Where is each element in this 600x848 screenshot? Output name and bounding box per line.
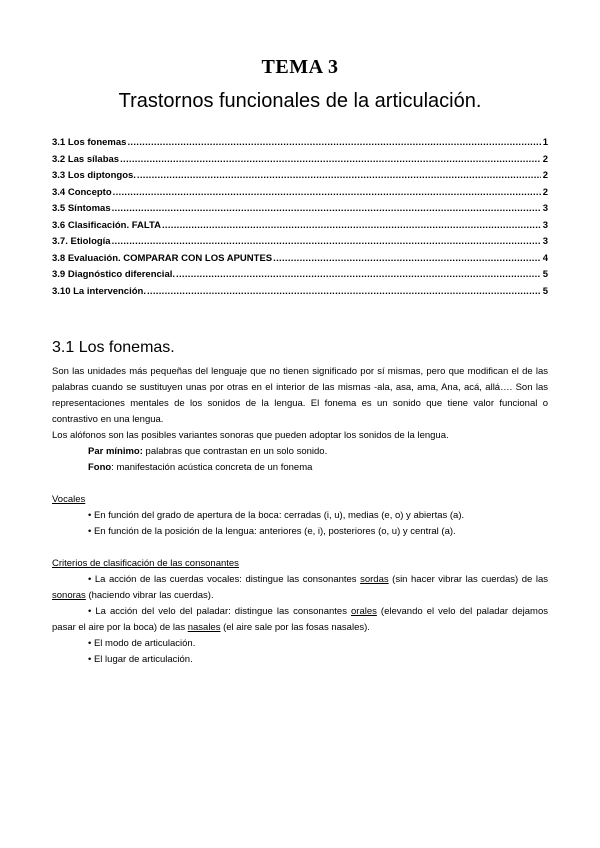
vocales-heading: Vocales	[52, 494, 86, 505]
vocales-item: • En función de la posición de la lengua: anteriores (e, i), posteriores (o, u) y central (a).	[88, 526, 456, 537]
par-minimo-text: palabras que contrastan en un solo sonido.	[142, 446, 328, 457]
toc-label: 3.4 Concepto	[52, 186, 112, 198]
toc-page: 5	[542, 269, 548, 280]
toc-page: 4	[542, 252, 548, 264]
toc-page: 1	[542, 137, 548, 148]
table-of-contents	[52, 137, 548, 302]
toc-label: 3.9 Diagnóstico diferencial.	[52, 269, 176, 280]
toc-page: 3	[542, 203, 548, 214]
fono-text: : manifestación acústica concreta de un fonema	[111, 462, 313, 473]
toc-leader	[162, 220, 541, 231]
toc-leader	[137, 170, 541, 181]
toc-entry[interactable]	[52, 187, 548, 204]
alofonos-paragraph: Los alófonos son las posibles variantes sonoras que pueden adoptar los sonidos de la lengua.	[52, 430, 449, 441]
toc-leader	[112, 236, 541, 247]
vocales-item: • En función del grado de apertura de la boca: cerradas (i, u), medias (e, o) y abiertas (a).	[88, 510, 465, 521]
toc-entry[interactable]	[52, 236, 548, 253]
toc-page: 2	[542, 153, 548, 165]
fono-definition	[52, 460, 584, 476]
toc-leader	[127, 137, 541, 148]
document-title: Trastornos funcionales de la articulación.	[118, 90, 482, 112]
toc-entry[interactable]	[52, 154, 548, 171]
toc-leader	[113, 187, 541, 198]
sonoras-term: sonoras	[52, 590, 86, 601]
toc-leader	[112, 203, 541, 214]
nasales-term: nasales	[187, 622, 221, 633]
toc-entry[interactable]	[52, 269, 548, 286]
tema-heading: TEMA 3	[261, 56, 339, 78]
toc-leader	[273, 253, 541, 264]
toc-leader	[147, 286, 541, 297]
consonantes-item-modo: • El modo de articulación.	[88, 638, 196, 649]
toc-entry[interactable]	[52, 137, 548, 154]
toc-label: 3.3 Los diptongos.	[52, 170, 136, 181]
consonantes-heading: Criterios de clasificación de las consonantes	[52, 558, 239, 569]
toc-label: 3.2 Las sílabas	[52, 153, 120, 165]
toc-entry[interactable]	[52, 286, 548, 303]
toc-label: 3.6 Clasificación. FALTA	[52, 219, 161, 231]
toc-label: 3.1 Los fonemas	[52, 137, 127, 148]
cons2-text-a: • La acción del velo del paladar: distingue las consonantes	[88, 606, 351, 617]
toc-entry[interactable]	[52, 203, 548, 220]
par-minimo-term: Par mínimo:	[88, 446, 143, 457]
cons1-text-c: (haciendo vibrar las cuerdas).	[85, 590, 214, 601]
toc-page: 3	[542, 219, 548, 231]
toc-label: 3.7. Etiología	[52, 236, 111, 247]
toc-entry[interactable]	[52, 253, 548, 270]
toc-leader	[120, 154, 541, 165]
consonantes-item-cuerdas	[52, 572, 548, 604]
fono-term: Fono	[88, 462, 112, 473]
toc-label: 3.5 Síntomas	[52, 203, 111, 214]
toc-label: 3.10 La intervención.	[52, 285, 146, 297]
par-minimo-definition	[52, 444, 584, 460]
consonantes-item-velo	[52, 604, 548, 636]
toc-page: 2	[542, 170, 548, 181]
toc-page: 2	[542, 186, 548, 198]
toc-leader	[176, 269, 541, 280]
toc-page: 5	[542, 285, 548, 297]
cons2-text-b: (elevando el velo del paladar dejamos pasar el aire por la boca) de las	[52, 606, 548, 633]
cons1-text-a: • La acción de las cuerdas vocales: distingue las consonantes	[88, 574, 361, 585]
toc-entry[interactable]	[52, 170, 548, 187]
toc-entry[interactable]	[52, 220, 548, 237]
toc-page: 3	[542, 236, 548, 247]
consonantes-item-lugar: • El lugar de articulación.	[88, 654, 193, 665]
toc-label: 3.8 Evaluación. COMPARAR CON LOS APUNTES	[52, 252, 273, 264]
orales-term: orales	[351, 606, 377, 617]
cons1-text-b: (sin hacer vibrar las cuerdas) de las	[388, 574, 549, 585]
cons2-text-c: (el aire sale por las fosas nasales).	[220, 622, 370, 633]
sordas-term: sordas	[360, 574, 389, 585]
intro-paragraph: Son las unidades más pequeñas del lenguaje que no tienen significado por sí mismas, pero que modifican el de las palabras cuando se sustituyen unas por otras en el interior de las mismas -ala, asa, ama, Ana, acá, allá…. Son las representaciones mentales de los sonidos de la lengua. El fonema es un sonido que tiene valor funcional o contrastivo en una lengua.	[52, 366, 548, 425]
section-heading: 3.1 Los fonemas.	[52, 339, 175, 356]
